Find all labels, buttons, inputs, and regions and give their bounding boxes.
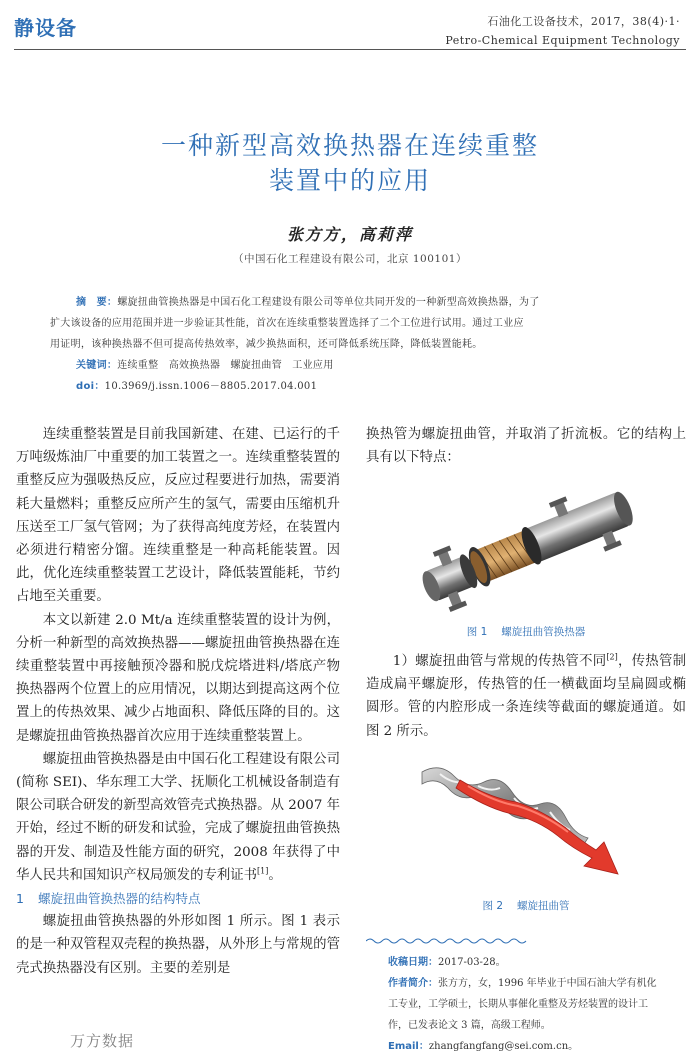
abstract-block [50,292,660,397]
paragraph: 换热管为螺旋扭曲管，并取消了折流板。它的结构上具有以下特点： [366,427,686,466]
doi-label: doi： [76,381,105,392]
paragraph: 螺旋扭曲管换热器的外形如图 1 所示。图 1 表示的是一种双管程双壳程的换热器，从外形上与常规的管壳式换热器没有区别。主要的差别是 [16,914,340,976]
citation-ref[interactable]: [2] [606,652,618,662]
citation-ref[interactable]: [1] [257,866,269,876]
title-line-1: 一种新型高效换热器在连续重整 [160,131,539,160]
doi: doi：10.3969/j.issn.1006－8805.2017.04.001 [76,381,318,392]
title-line-2: 装置中的应用 [268,166,431,195]
paragraph: 本文以新建 2.0 Mt/a 连续重整装置的设计为例，分析一种新型的高效换热器——螺旋扭曲管换热器在连续重整装置中再接触预冷器和脱戊烷塔进料/塔底产物换热器两个位置上的应用情况，以期达到提高这两个位置上的传热效果、减少占地面积、降低压降的目的。这是螺旋扭曲管换热器首次应用于连续重整装置上。 [16,612,340,744]
heat-exchanger-figure [418,478,634,616]
header-divider [14,49,686,50]
footnotes [388,952,686,1057]
paragraph: 连续重整装置是目前我国新建、在建、已运行的千万吨级炼油厂中重要的加工装置之一。连续重整装置的重整反应为强吸热反应，反应过程要进行加热，需要消耗大量燃料；重整反应所产生的氢气，需要由压缩机升压送至工厂氢气管网；为了获得高纯度芳烃，在装置内必须进行精密分馏。连续重整是一种高耗能装置。因此，优化连续重整装置工艺设计，降低装置能耗，节约占地至关重要。 [16,427,340,605]
figure-2-caption: 图 2 螺旋扭曲管 [482,900,570,912]
abstract-line-3: 用证明，该种换热器不但可提高传热效率，减少换热面积，还可降低系统压降，降低装置能耗。 [50,339,483,350]
abstract-line-1: 摘 要：螺旋扭曲管换热器是中国石化工程建设有限公司等单位共同开发的一种新型高效换热器，为了 [76,297,540,308]
authors: 张方方，高莉萍 [286,225,413,244]
journal-info [445,12,680,50]
paragraph: 1）螺旋扭曲管与常规的传热管不同[2]，传热管制造成扁平螺旋形，传热管的任一横截面均呈扁圆或椭圆形。管的内腔形成一条连续等截面的螺旋通道。如图 2 所示。 [366,652,687,739]
affiliation: （中国石化工程建设有限公司，北京 100101） [233,253,467,265]
abstract-label: 摘 要： [76,297,118,308]
paper-title [0,128,700,198]
keywords: 关键词：连续重整 高效换热器 螺旋扭曲管 工业应用 [76,360,334,371]
email-link[interactable]: zhangfangfang@sei.com.cn。 [428,1041,579,1052]
author-bio: 作者简介：张方方，女，1996 年毕业于中国石油大学有机化 [388,978,657,989]
right-column-continued [366,650,686,743]
footnote-separator [366,936,686,946]
paragraph: 螺旋扭曲管换热器是由中国石化工程建设有限公司(简称 SEI)、华东理工大学、抚顺化工机械设备制造有限公司联合研发的新型高效管壳式换热器。从 2007 年开始，经过不断的研发和试验，完成了螺旋扭曲管换热器的开发、制造及性能方面的研究，2008 年获得了中华人民共和国知识产权局颁发的专利证书[1]。 [16,751,340,883]
received-date: 收稿日期：2017-03-28。 [388,957,506,968]
section-heading: 1 螺旋扭曲管换热器的结构特点 [16,891,201,907]
author-bio-line-2: 工专业，工学硕士，长期从事催化重整及芳烃装置的设计工 [388,999,648,1010]
author-bio-line-3: 作，已发表论文 3 篇，高级工程师。 [388,1020,551,1031]
watermark: 万方数据 [70,1032,135,1050]
journal-citation: 石油化工设备技术，2017，38(4)·1· [487,15,680,28]
figure-1-caption: 图 1 螺旋扭曲管换热器 [466,626,586,638]
section-label: 静设备 [14,16,77,40]
abstract-line-2: 扩大该设备的应用范围并进一步验证其性能，首次在连续重整装置选择了二个工位进行试用。通过工业应 [50,318,524,329]
right-column [366,423,686,469]
author-email: Email：zhangfangfang@sei.com.cn。 [388,1041,579,1052]
keywords-label: 关键词： [76,360,118,371]
journal-name-en: Petro-Chemical Equipment Technology [445,34,680,47]
twisted-tube-figure [420,758,630,890]
left-column [16,423,340,980]
